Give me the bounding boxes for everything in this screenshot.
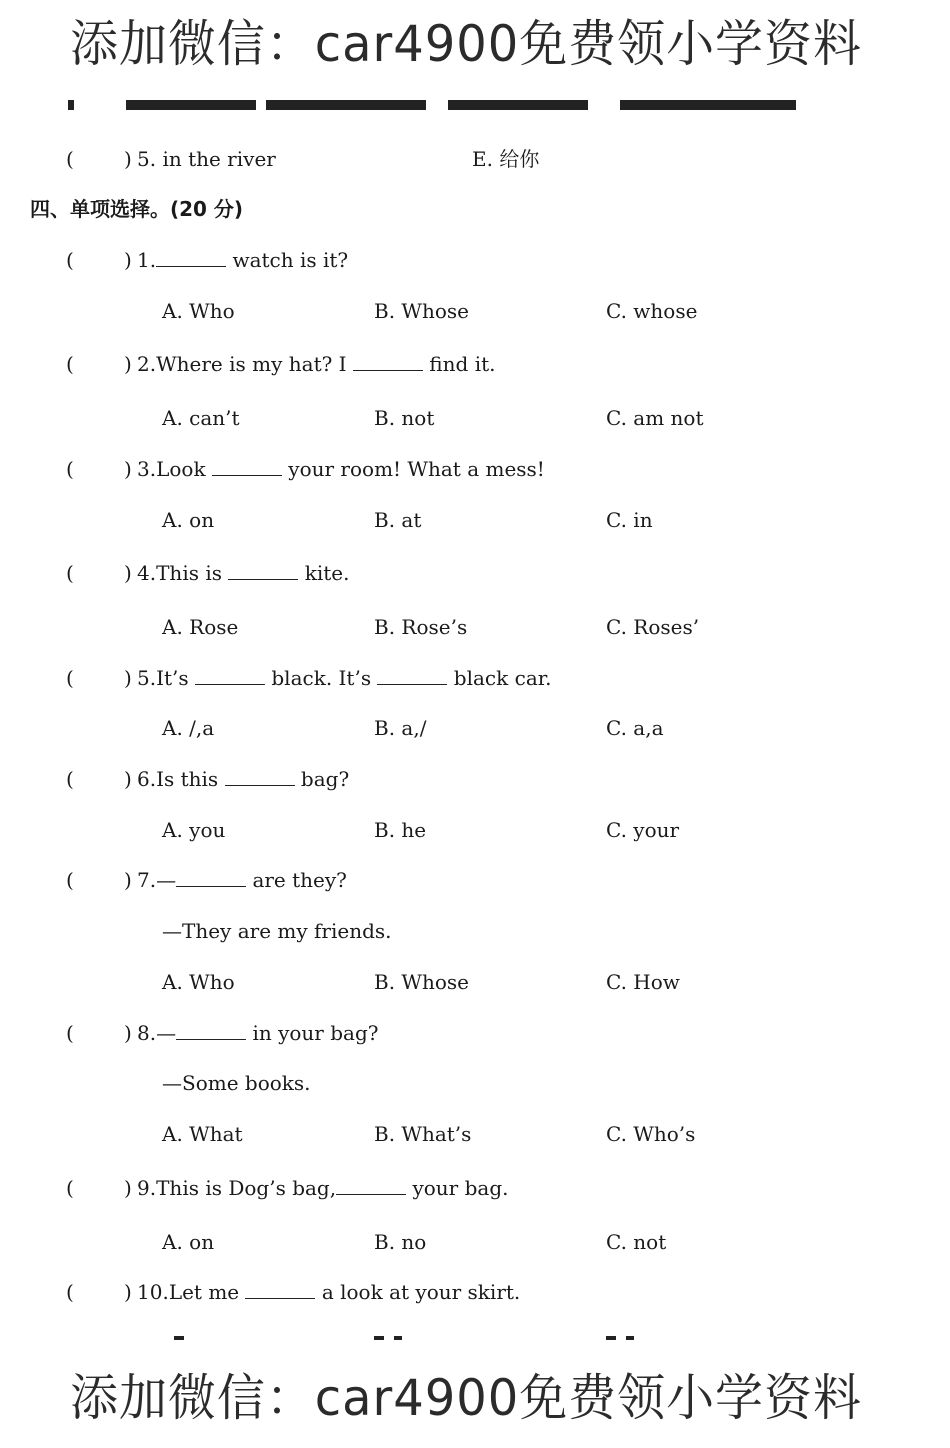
watermark-text: 添加微信：car4900免费领小学资料 (70, 1369, 862, 1427)
option-a[interactable]: A. on (162, 508, 215, 532)
option-a[interactable]: A. What (162, 1122, 243, 1146)
answer-paren-close: ) (124, 457, 132, 481)
dialogue-reply: —They are my friends. (162, 919, 392, 943)
answer-paren-close: ) (124, 666, 132, 690)
option-c[interactable]: C. Roses’ (606, 615, 700, 639)
option-b[interactable]: B. What’s (374, 1122, 472, 1146)
answer-paren-open: ( (66, 561, 74, 585)
answer-paren-open: ( (66, 457, 74, 481)
cut-off-options-row (160, 1330, 720, 1342)
option-a[interactable]: A. Who (162, 299, 235, 323)
answer-blank[interactable] (212, 457, 282, 476)
option-b[interactable]: B. a,/ (374, 716, 427, 740)
question-stem: 3.Look your room! What a mess! (137, 457, 545, 481)
option-b[interactable]: B. Whose (374, 970, 469, 994)
option-a[interactable]: A. /,a (162, 716, 215, 740)
question-stem: 7.— are they? (137, 868, 347, 892)
option-b[interactable]: B. Whose (374, 299, 469, 323)
section-title: 四、单项选择。(20 分) (30, 197, 244, 221)
answer-paren-close: ) (124, 561, 132, 585)
answer-blank[interactable] (336, 1176, 406, 1195)
option-a[interactable]: A. you (162, 818, 226, 842)
answer-blank[interactable] (225, 767, 295, 786)
option-c[interactable]: C. a,a (606, 716, 664, 740)
question-stem: 1. watch is it? (137, 248, 349, 272)
answer-paren-open: ( (66, 1280, 74, 1304)
option-b[interactable]: B. he (374, 818, 427, 842)
answer-paren-close: ) (124, 1176, 132, 1200)
answer-blank[interactable] (195, 666, 265, 685)
answer-paren-open: ( (66, 666, 74, 690)
question-stem: 8.— in your bag? (137, 1021, 379, 1045)
answer-paren-open: ( (66, 248, 74, 272)
bottom-watermark-banner (0, 1350, 950, 1448)
option-c[interactable]: C. Who’s (606, 1122, 696, 1146)
top-watermark-banner (0, 0, 950, 95)
answer-blank[interactable] (377, 666, 447, 685)
option-a[interactable]: A. Who (162, 970, 235, 994)
option-c[interactable]: C. not (606, 1230, 667, 1254)
answer-paren-open: ( (66, 1176, 74, 1200)
answer-paren-close: ) (124, 1280, 132, 1304)
matching-item-5 (0, 146, 950, 172)
question-stem: 5.It’s black. It’s black car. (137, 666, 552, 690)
dialogue-reply: —Some books. (162, 1071, 311, 1095)
question-stem: 9.This is Dog’s bag, your bag. (137, 1176, 509, 1200)
option-b[interactable]: B. not (374, 406, 435, 430)
matching-option-e: E. 给你 (472, 147, 540, 171)
answer-paren-open: ( (66, 1021, 74, 1045)
option-c[interactable]: C. your (606, 818, 680, 842)
answer-paren-open: ( (66, 352, 74, 376)
option-a[interactable]: A. can’t (162, 406, 240, 430)
question-stem: 2.Where is my hat? I find it. (137, 352, 496, 376)
answer-paren-close: ) (124, 352, 132, 376)
answer-blank[interactable] (245, 1280, 315, 1299)
question-stem: 10.Let me a look at your skirt. (137, 1280, 521, 1304)
question-stem: 6.Is this bag? (137, 767, 350, 791)
answer-paren-close: ) (124, 767, 132, 791)
answer-paren-close: ) (124, 1021, 132, 1045)
cut-off-text-line (60, 96, 820, 110)
answer-blank[interactable] (228, 561, 298, 580)
option-b[interactable]: B. Rose’s (374, 615, 468, 639)
watermark-text: 添加微信：car4900免费领小学资料 (70, 15, 862, 73)
answer-paren-close: ) (124, 868, 132, 892)
answer-paren-open: ( (66, 767, 74, 791)
question-stem: 4.This is kite. (137, 561, 350, 585)
answer-paren-open: ( (66, 147, 74, 171)
answer-blank[interactable] (176, 868, 246, 887)
option-a[interactable]: A. on (162, 1230, 215, 1254)
option-c[interactable]: C. am not (606, 406, 704, 430)
answer-paren-close: ) (124, 147, 132, 171)
option-c[interactable]: C. whose (606, 299, 698, 323)
answer-paren-close: ) (124, 248, 132, 272)
matching-item-text: 5. in the river (137, 147, 276, 171)
option-c[interactable]: C. How (606, 970, 680, 994)
answer-blank[interactable] (156, 248, 226, 267)
answer-paren-open: ( (66, 868, 74, 892)
option-a[interactable]: A. Rose (162, 615, 239, 639)
option-b[interactable]: B. no (374, 1230, 427, 1254)
option-c[interactable]: C. in (606, 508, 653, 532)
answer-blank[interactable] (353, 352, 423, 371)
option-b[interactable]: B. at (374, 508, 422, 532)
answer-blank[interactable] (176, 1021, 246, 1040)
